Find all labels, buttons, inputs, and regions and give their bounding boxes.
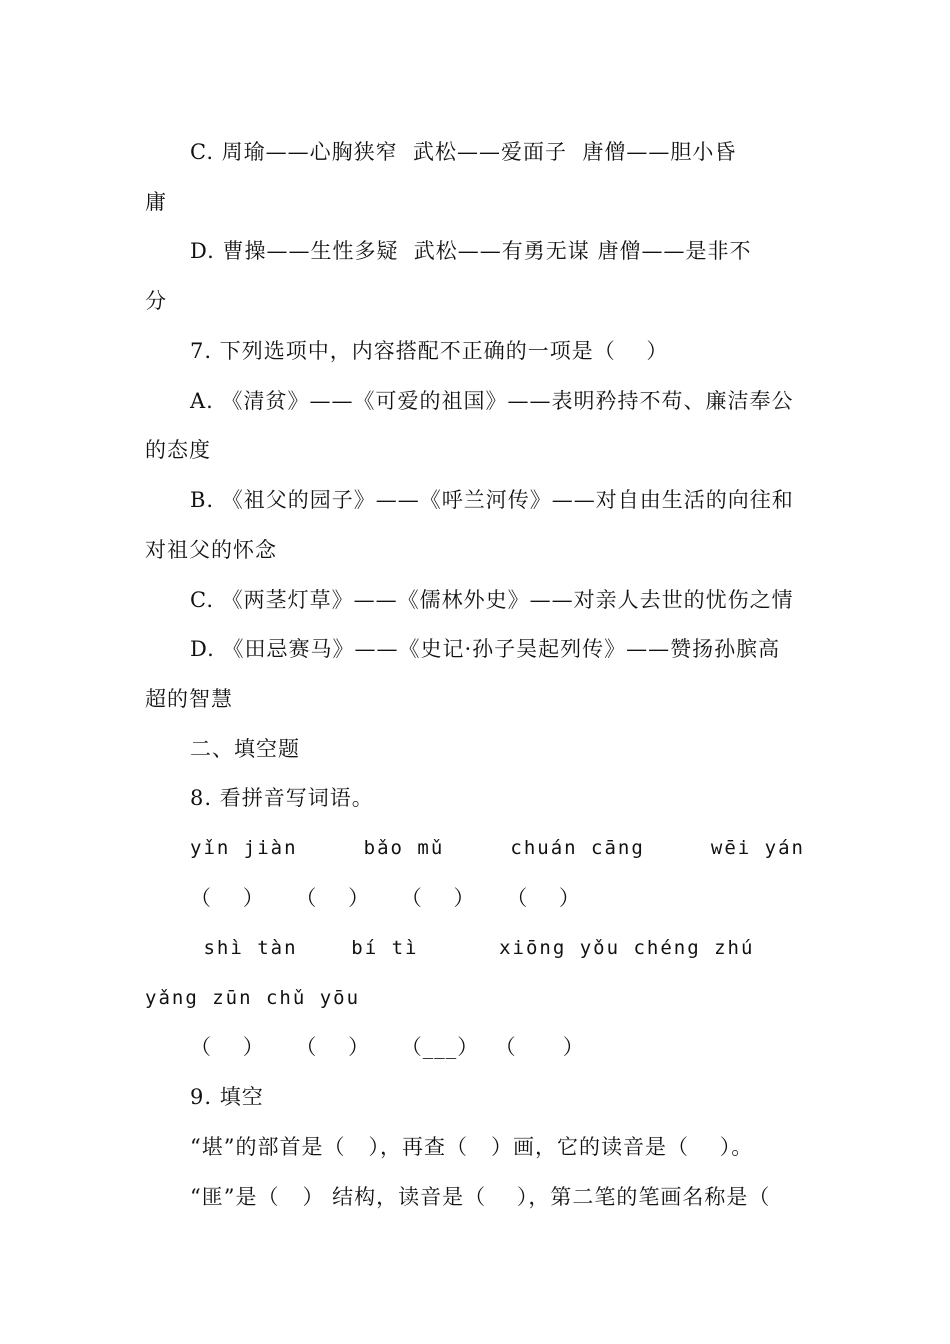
- q7-option-d-line1: D. 《田忌赛马》——《史记·孙子吴起列传》——赞扬孙膑高: [190, 637, 781, 661]
- q8-blanks-row2[interactable]: （ ） （ ） （___） （ ）: [190, 1035, 585, 1059]
- q7-option-b-line2: 对祖父的怀念: [145, 538, 277, 562]
- q7-option-d-line2: 超的智慧: [145, 687, 233, 711]
- q9-stem: 9. 填空: [190, 1085, 264, 1109]
- q7-option-a-line1: A. 《清贫》——《可爱的祖国》——表明矜持不苟、廉洁奉公: [190, 389, 794, 413]
- q8-pinyin-row2: shì tàn bí tì xiōng yǒu chéng zhú: [190, 937, 755, 959]
- q7-stem: 7. 下列选项中，内容搭配不正确的一项是（ ）: [190, 339, 669, 363]
- q7-option-a-line2: 的态度: [145, 438, 211, 462]
- pinyin-word: chuán cāng: [510, 837, 645, 859]
- q6-option-c-line2: 庸: [145, 190, 167, 214]
- pinyin-word: wēi yán: [710, 837, 805, 859]
- pinyin-word: yǐn jiàn: [190, 837, 298, 859]
- q6-option-c-line1: C. 周瑜——心胸狭窄 武松——爱面子 唐僧——胆小昏: [190, 140, 737, 164]
- q7-option-c: C. 《两茎灯草》——《儒林外史》——对亲人去世的忧伤之情: [190, 588, 794, 612]
- q9-line1[interactable]: “堪”的部首是（ ），再查（ ）画，它的读音是（ ）。: [190, 1135, 754, 1159]
- q7-option-b-line1: B. 《祖父的园子》——《呼兰河传》——对自由生活的向往和: [190, 488, 794, 512]
- q6-option-d-line1: D. 曹操——生性多疑 武松——有勇无谋 唐僧——是非不: [190, 239, 752, 263]
- q9-line2[interactable]: “匪”是（ ） 结构，读音是（ ），第二笔的笔画名称是（: [190, 1185, 771, 1209]
- pinyin-word: bǎo mǔ: [363, 837, 445, 859]
- q6-option-d-line2: 分: [145, 289, 167, 313]
- q8-pinyin-row1: [190, 833, 805, 863]
- q8-stem: 8. 看拼音写词语。: [190, 786, 374, 810]
- section-title: 二、填空题: [190, 737, 300, 761]
- q8-blanks-row1[interactable]: （ ） （ ） （ ） （ ）: [190, 886, 581, 910]
- q8-pinyin-row3: yǎng zūn chǔ yōu: [145, 987, 361, 1009]
